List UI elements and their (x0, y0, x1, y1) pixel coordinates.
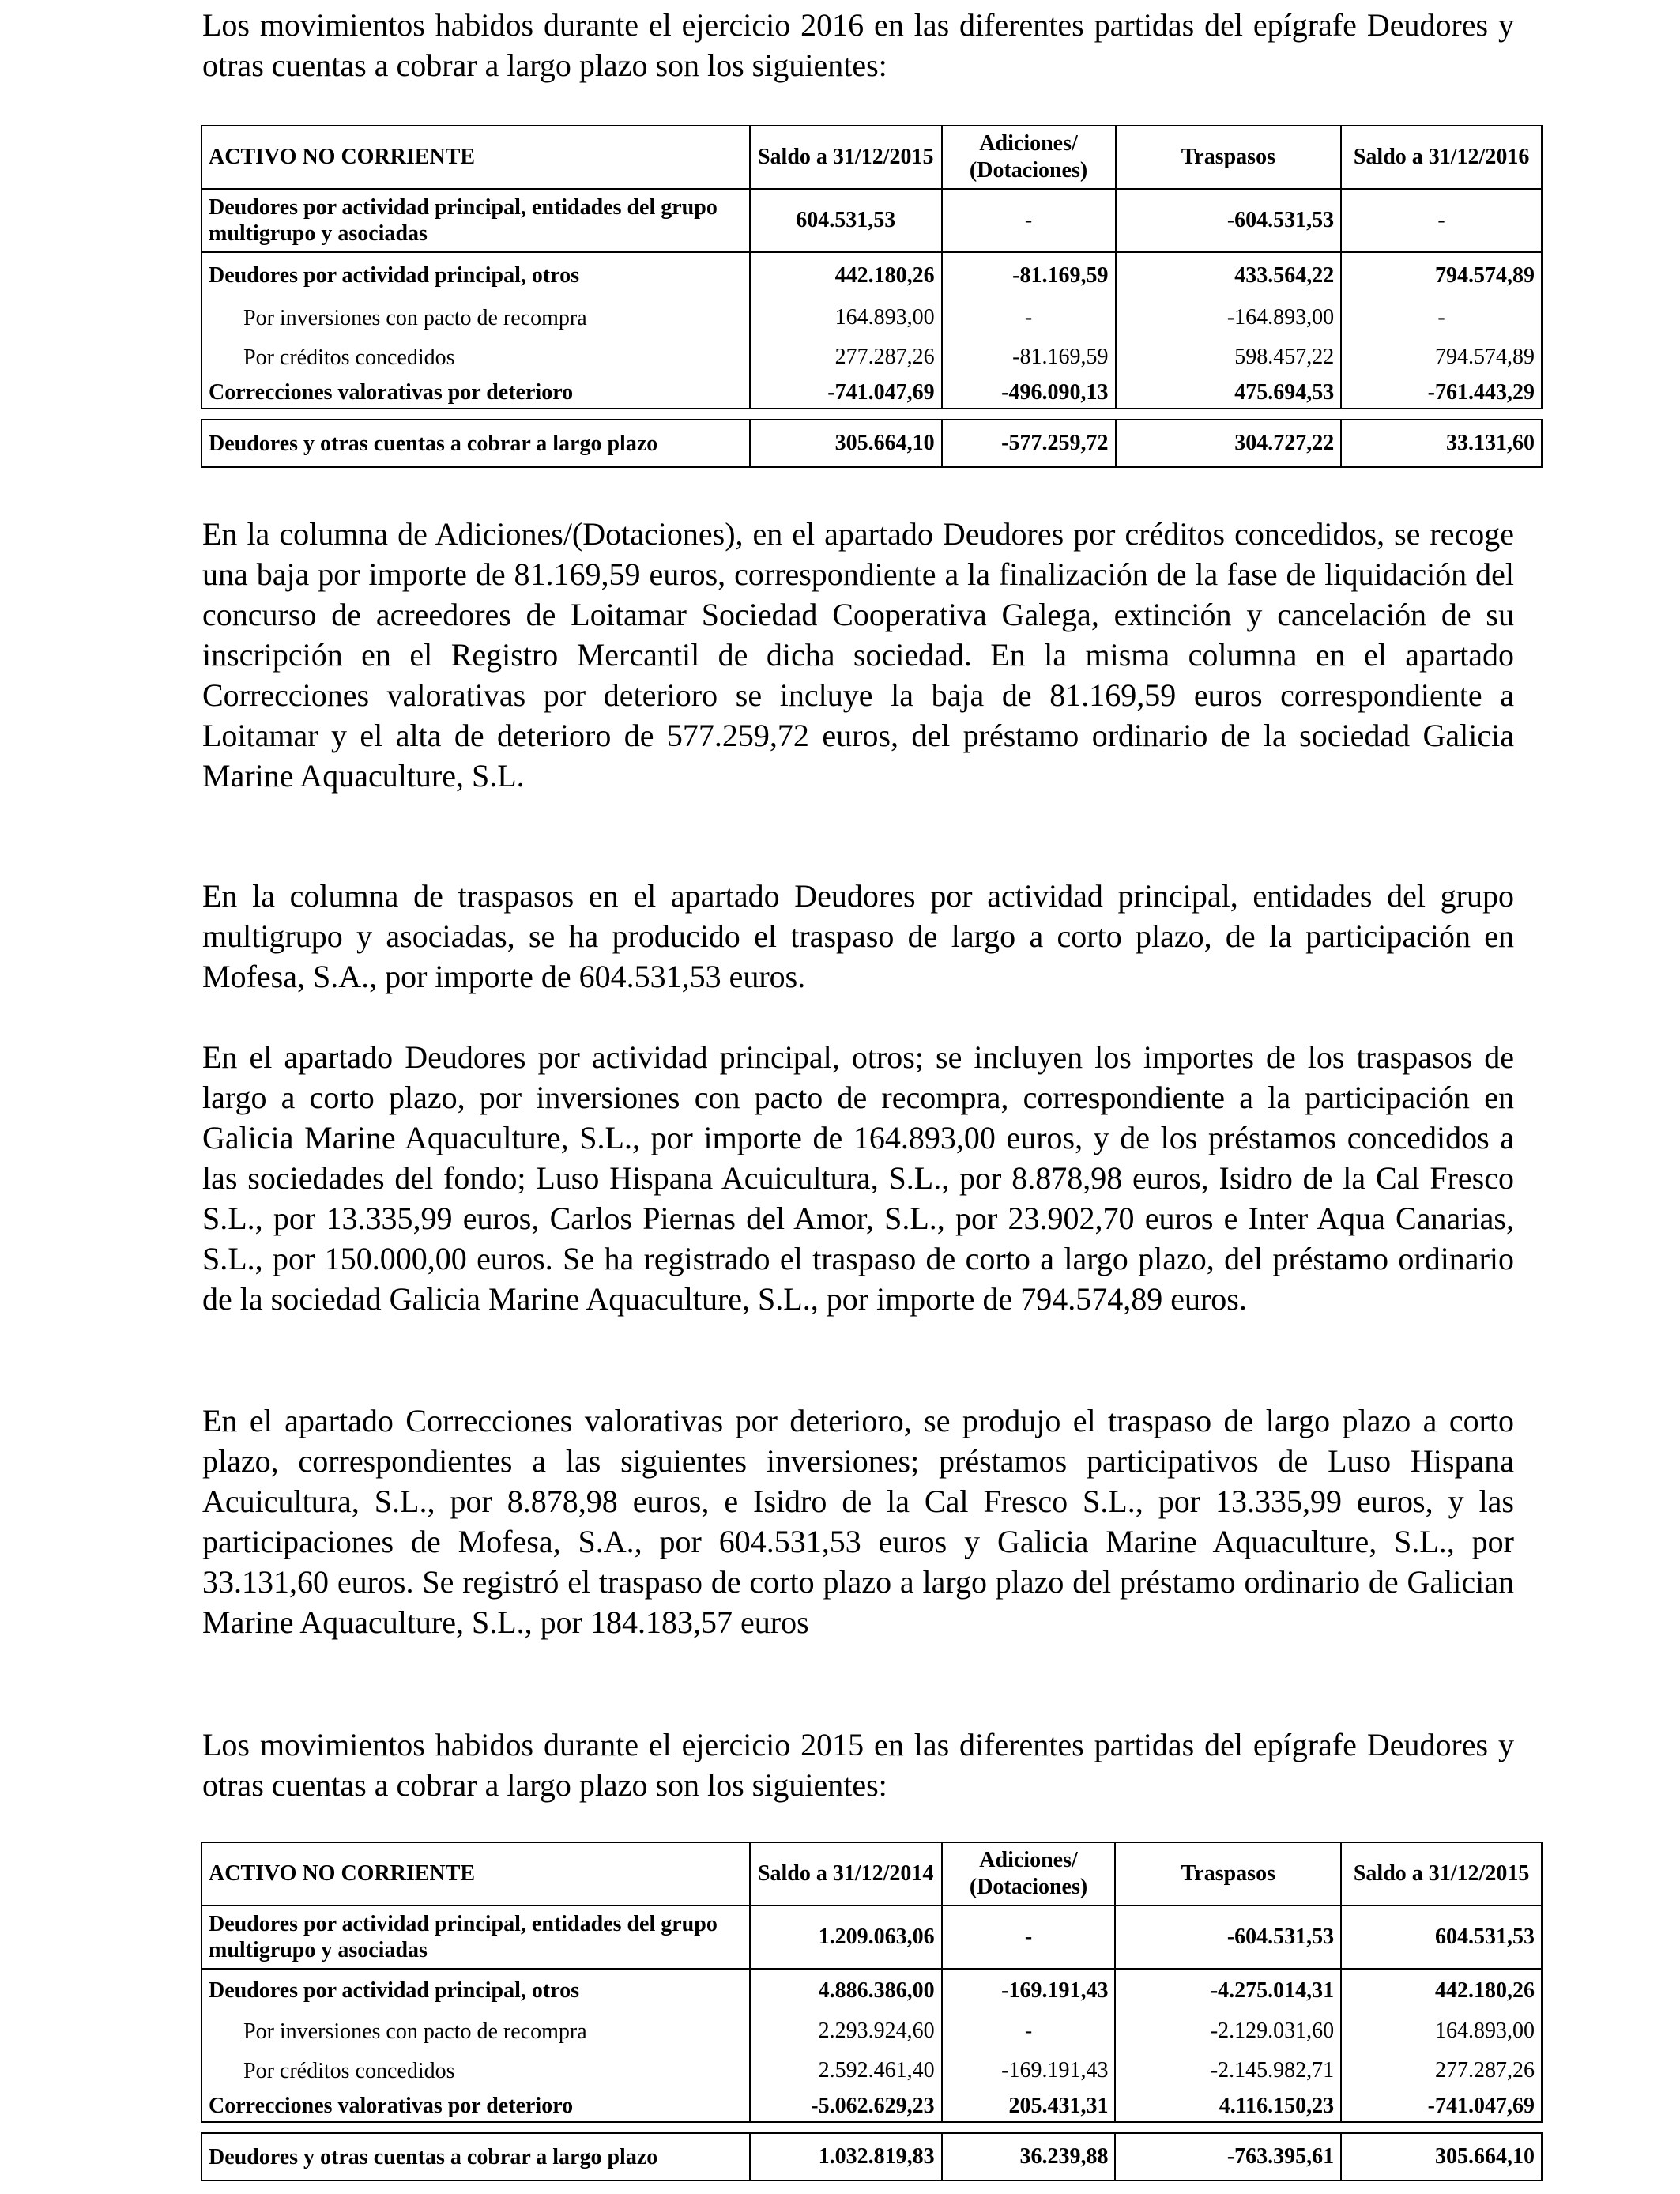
paragraph-adiciones: En la columna de Adiciones/(Dotaciones), en el apartado Deudores por créditos concedidos, se recoge una baja por importe de 81.169,59 euros, correspondiente a la finalización de la fase de liquidación del concurso de acreedores de Loitamar Sociedad Cooperativa Galega, extinción y cancelación de su inscripción en el Registro Mercantil de dicha sociedad. En la misma columna en el apartado Correcciones valorativas por deterioro se incluye la baja de 81.169,59 euros correspondiente a Loitamar y el alta de deterioro de 577.259,72 euros, del préstamo ordinario de la sociedad Galicia Marine Aquaculture, S.L. (202, 516, 1514, 794)
table-spacer (202, 409, 1542, 420)
row-label: Por créditos concedidos (202, 2051, 750, 2090)
cell-value: 277.287,26 (750, 337, 942, 377)
cell-value: -2.145.982,71 (1115, 2051, 1341, 2090)
cell-value: -741.047,69 (1341, 2090, 1542, 2122)
cell-value: 277.287,26 (1341, 2051, 1542, 2090)
cell-value: -761.443,29 (1341, 377, 1542, 409)
row-label: Deudores por actividad principal, entidades del grupo multigrupo y asociadas (202, 189, 750, 252)
cell-value: 2.293.924,60 (750, 2011, 942, 2051)
cell-value: -169.191,43 (942, 2051, 1116, 2090)
cell-value: -577.259,72 (942, 420, 1116, 467)
header-saldo-final: Saldo a 31/12/2016 (1341, 126, 1542, 189)
header-activo: ACTIVO NO CORRIENTE (202, 1842, 750, 1906)
header-adiciones: Adiciones/ (Dotaciones) (942, 1842, 1116, 1906)
row-label: Deudores y otras cuentas a cobrar a largo plazo (202, 420, 750, 467)
cell-value: 305.664,10 (750, 420, 942, 467)
cell-value: -2.129.031,60 (1115, 2011, 1341, 2051)
table-total-row (202, 420, 1542, 467)
table-row (202, 252, 1542, 298)
header-saldo-inicial: Saldo a 31/12/2015 (750, 126, 942, 189)
cell-value: 442.180,26 (750, 252, 942, 298)
table-row (202, 189, 1542, 252)
cell-value: -604.531,53 (1115, 1906, 1341, 1969)
table-header (202, 126, 1542, 189)
cell-value: -169.191,43 (942, 1969, 1116, 2011)
cell-value: -741.047,69 (750, 377, 942, 409)
header-activo: ACTIVO NO CORRIENTE (202, 126, 750, 189)
header-traspasos: Traspasos (1115, 1842, 1341, 1906)
row-label: Correcciones valorativas por deterioro (202, 2090, 750, 2122)
cell-value: 4.116.150,23 (1115, 2090, 1341, 2122)
cell-value: 475.694,53 (1116, 377, 1342, 409)
table-spacer (202, 2122, 1542, 2133)
cell-value: - (1341, 189, 1542, 252)
table-row (202, 1969, 1542, 2011)
table-row (202, 337, 1542, 377)
header-adiciones: Adiciones/ (Dotaciones) (942, 126, 1116, 189)
paragraph-otros: En el apartado Deudores por actividad principal, otros; se incluyen los importes de los traspasos de largo a corto plazo, por inversiones con pacto de recompra, correspondiente a la participación en Galicia Marine Aquaculture, S.L., por importe de 164.893,00 euros, y de los préstamos concedidos a las sociedades del fondo; Luso Hispana Acuicultura, S.L., por 8.878,98 euros, Isidro de la Cal Fresco S.L., por 13.335,99 euros, Carlos Piernas del Amor, S.L., por 23.902,70 euros e Inter Aqua Canarias, S.L., por 150.000,00 euros. Se ha registrado el traspaso de corto a largo plazo, del préstamo ordinario de la sociedad Galicia Marine Aquaculture, S.L., por importe de 794.574,89 euros. (202, 1039, 1514, 1317)
cell-value: 604.531,53 (1341, 1906, 1542, 1969)
header-saldo-final: Saldo a 31/12/2015 (1341, 1842, 1542, 1906)
table-row (202, 377, 1542, 409)
cell-value: 33.131,60 (1341, 420, 1542, 467)
row-label: Deudores por actividad principal, entidades del grupo multigrupo y asociadas (202, 1906, 750, 1969)
table-row (202, 2090, 1542, 2122)
cell-value: -164.893,00 (1116, 298, 1342, 337)
cell-value: -604.531,53 (1116, 189, 1342, 252)
cell-value: -4.275.014,31 (1115, 1969, 1341, 2011)
cell-value: 2.592.461,40 (750, 2051, 942, 2090)
cell-value: 304.727,22 (1116, 420, 1342, 467)
cell-value: -81.169,59 (942, 252, 1116, 298)
cell-value: 164.893,00 (1341, 2011, 1542, 2051)
paragraph-traspasos: En la columna de traspasos en el apartado Deudores por actividad principal, entidades del grupo multigrupo y asociadas, se ha producido el traspaso de largo a corto plazo, de la participación en Mofesa, S.A., por importe de 604.531,53 euros. (202, 878, 1514, 994)
table-2015 (201, 1842, 1543, 2181)
cell-value: - (1341, 298, 1542, 337)
cell-value: 1.209.063,06 (750, 1906, 942, 1969)
row-label: Deudores y otras cuentas a cobrar a largo plazo (202, 2133, 750, 2181)
cell-value: - (942, 189, 1116, 252)
cell-value: 36.239,88 (942, 2133, 1116, 2181)
table-header (202, 1842, 1542, 1906)
cell-value: 433.564,22 (1116, 252, 1342, 298)
cell-value: 794.574,89 (1341, 337, 1542, 377)
cell-value: 4.886.386,00 (750, 1969, 942, 2011)
cell-value: 604.531,53 (750, 189, 942, 252)
row-label: Correcciones valorativas por deterioro (202, 377, 750, 409)
cell-value: - (942, 2011, 1116, 2051)
row-label: Por inversiones con pacto de recompra (202, 2011, 750, 2051)
cell-value: -81.169,59 (942, 337, 1116, 377)
row-label: Deudores por actividad principal, otros (202, 1969, 750, 2011)
cell-value: 305.664,10 (1341, 2133, 1542, 2181)
row-label: Deudores por actividad principal, otros (202, 252, 750, 298)
table-row (202, 298, 1542, 337)
table-row (202, 2011, 1542, 2051)
cell-value: 598.457,22 (1116, 337, 1342, 377)
row-label: Por créditos concedidos (202, 337, 750, 377)
header-saldo-inicial: Saldo a 31/12/2014 (750, 1842, 942, 1906)
cell-value: 442.180,26 (1341, 1969, 1542, 2011)
intro-2015: Los movimientos habidos durante el ejercicio 2015 en las diferentes partidas del epígrafe Deudores y otras cuentas a cobrar a largo plazo son los siguientes: (202, 1727, 1514, 1803)
cell-value: -5.062.629,23 (750, 2090, 942, 2122)
table-2016 (201, 125, 1543, 468)
intro-2016: Los movimientos habidos durante el ejercicio 2016 en las diferentes partidas del epígrafe Deudores y otras cuentas a cobrar a largo plazo son los siguientes: (202, 7, 1514, 83)
cell-value: - (942, 298, 1116, 337)
table-row (202, 1906, 1542, 1969)
cell-value: 164.893,00 (750, 298, 942, 337)
cell-value: 1.032.819,83 (750, 2133, 942, 2181)
cell-value: 205.431,31 (942, 2090, 1116, 2122)
table-row (202, 2051, 1542, 2090)
paragraph-correcciones: En el apartado Correcciones valorativas por deterioro, se produjo el traspaso de largo plazo a corto plazo, correspondientes a las siguientes inversiones; préstamos participativos de Luso Hispana Acuicultura, S.L., por 8.878,98 euros, e Isidro de la Cal Fresco S.L., por 13.335,99 euros, y las participaciones de Mofesa, S.A., por 604.531,53 euros y Galicia Marine Aquaculture, S.L., por 33.131,60 euros. Se registró el traspaso de corto plazo a largo plazo del préstamo ordinario de Galician Marine Aquaculture, S.L., por 184.183,57 euros (202, 1403, 1514, 1640)
row-label: Por inversiones con pacto de recompra (202, 298, 750, 337)
cell-value: -496.090,13 (942, 377, 1116, 409)
cell-value: - (942, 1906, 1116, 1969)
cell-value: 794.574,89 (1341, 252, 1542, 298)
cell-value: -763.395,61 (1115, 2133, 1341, 2181)
header-traspasos: Traspasos (1116, 126, 1342, 189)
table-total-row (202, 2133, 1542, 2181)
